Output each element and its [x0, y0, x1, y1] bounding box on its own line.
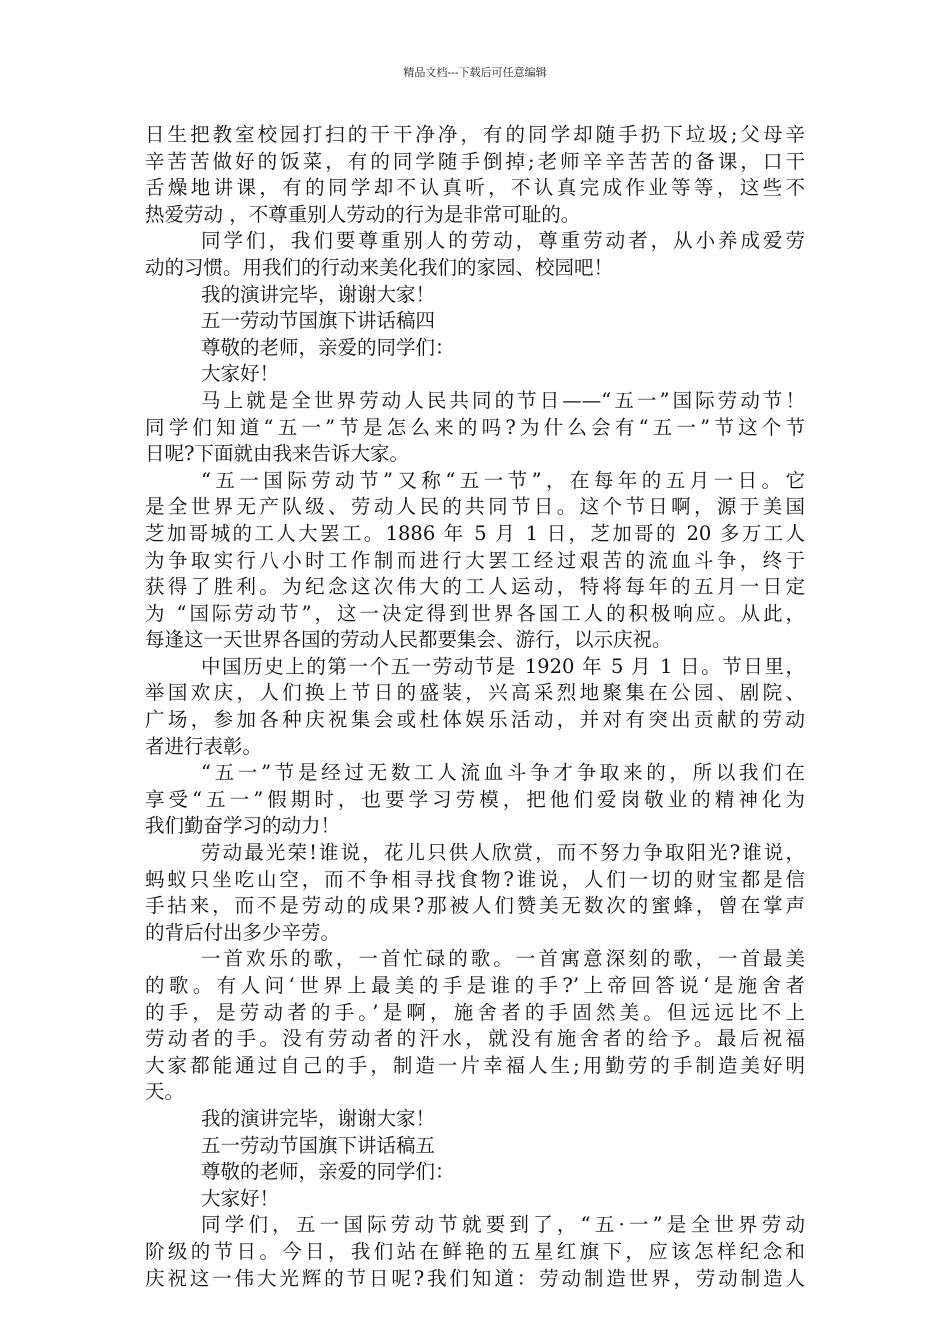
text-line: 热爱劳动 ，不尊重别人劳动的行为是非常可耻的。	[145, 202, 581, 226]
text-line: 的歌。有人问‘世界上最美的手是谁的手?’上帝回答说‘是施舍者	[145, 974, 805, 997]
text-line: 劳动者的手。没有劳动者的汗水，就没有施舍者的给予。最后祝福	[145, 1027, 805, 1051]
text-line: 天。	[145, 1080, 185, 1104]
text-line: 广场，参加各种庆祝集会或杜体娱乐活动，并对有突出贡献的劳动	[145, 708, 805, 732]
text-line: 中国历史上的第一个五一劳动节是 1920 年 5 月 1 日。节日里，	[201, 654, 805, 678]
text-line: 动的习惯。用我们的行动来美化我们的家园、校园吧！	[145, 255, 614, 279]
text-line: 舌燥地讲课，有的同学却不认真听，不认真完成作业等等，这些不	[145, 176, 805, 200]
text-line: 辛苦苦做好的饭菜，有的同学随手倒掉;老师辛辛苦苦的备课，口干	[145, 149, 805, 173]
text-line: 五一劳动节国旗下讲话稿五	[201, 1133, 436, 1157]
text-line: 手拈来，而不是劳动的成果?那被人们赞美无数次的蜜蜂，曾在掌声	[145, 894, 805, 918]
text-line: 享受“五一”假期时，也要学习劳模，把他们爱岗敬业的精神化为	[145, 787, 805, 811]
text-line: 的手，是劳动者的手。’是啊，施舍者的手固然美。但远远比不上	[145, 1000, 805, 1024]
text-line: “五一国际劳动节”又称“五一节”，在每年的五月一日。它	[201, 468, 805, 492]
text-line: 大家好！	[201, 1186, 280, 1210]
text-line: 阶级的节日。今日，我们站在鲜艳的五星红旗下，应该怎样纪念和	[145, 1239, 805, 1263]
text-line: 同学们，五一国际劳动节就要到了，“五·一”是全世界劳动	[201, 1213, 805, 1237]
text-line: 同学们知道“五一”节是怎么来的吗?为什么会有“五一”节这个节	[145, 415, 805, 439]
text-line: 一首欢乐的歌，一首忙碌的歌。一首寓意深刻的歌，一首最美	[201, 947, 805, 971]
text-line: 大家好！	[201, 362, 280, 386]
page-header: 精品文档---下载后可任意编辑	[403, 66, 547, 79]
text-line: 庆祝这一伟大光辉的节日呢?我们知道：劳动制造世界，劳动制造人	[145, 1266, 805, 1290]
text-line: 我的演讲完毕，谢谢大家！	[201, 1106, 436, 1130]
text-line: 马上就是全世界劳动人民共同的节日——“五一”国际劳动节！	[201, 388, 805, 412]
text-line: 蚂蚁只坐吃山空，而不争相寻找食物?谁说，人们一切的财宝都是信	[145, 867, 805, 891]
text-line: 日生把教室校园打扫的干干净净，有的同学却随手扔下垃圾;父母辛	[145, 123, 805, 146]
text-line: 芝加哥城的工人大罢工。1886 年 5 月 1 日，芝加哥的 20 多万工人	[145, 521, 805, 545]
text-line: 尊敬的老师，亲爱的同学们：	[201, 1160, 455, 1184]
document-body	[145, 122, 805, 1292]
text-line: 的背后付出多少辛劳。	[145, 920, 341, 944]
text-line: 是全世界无产队级、劳动人民的共同节日。这个节日啊，源于美国	[145, 495, 805, 519]
text-line: 举国欢庆，人们换上节日的盛装，兴高采烈地聚集在公园、剧院、	[145, 681, 805, 705]
text-line: 五一劳动节国旗下讲话稿四	[201, 309, 436, 333]
text-line: 大家都能通过自己的手，制造一片幸福人生;用勤劳的手制造美好明	[145, 1053, 805, 1077]
text-line: 获得了胜利。为纪念这次伟大的工人运动，特将每年的五月一日定	[145, 575, 805, 599]
text-line: 尊敬的老师，亲爱的同学们：	[201, 335, 455, 359]
text-line: 同学们，我们要尊重别人的劳动，尊重劳动者，从小养成爱劳	[201, 229, 805, 253]
text-line: 我们勤奋学习的动力！	[145, 814, 341, 838]
text-line: 日呢?下面就由我来告诉大家。	[145, 442, 409, 466]
text-line: 为争取实行八小时工作制而进行大罢工经过艰苦的流血斗争，终于	[145, 548, 805, 572]
text-line: 者进行表彰。	[145, 734, 263, 758]
text-line: 劳动最光荣!谁说，花儿只供人欣赏，而不努力争取阳光?谁说，	[201, 841, 805, 865]
text-line: 为 “国际劳动节”，这一决定得到世界各国工人的积极响应。从此，	[145, 601, 805, 625]
text-line: “五一”节是经过无数工人流血斗争才争取来的，所以我们在	[201, 761, 805, 785]
text-line: 我的演讲完毕，谢谢大家！	[201, 282, 436, 306]
text-line: 每逢这一天世界各国的劳动人民都要集会、游行，以示庆祝。	[145, 628, 672, 652]
